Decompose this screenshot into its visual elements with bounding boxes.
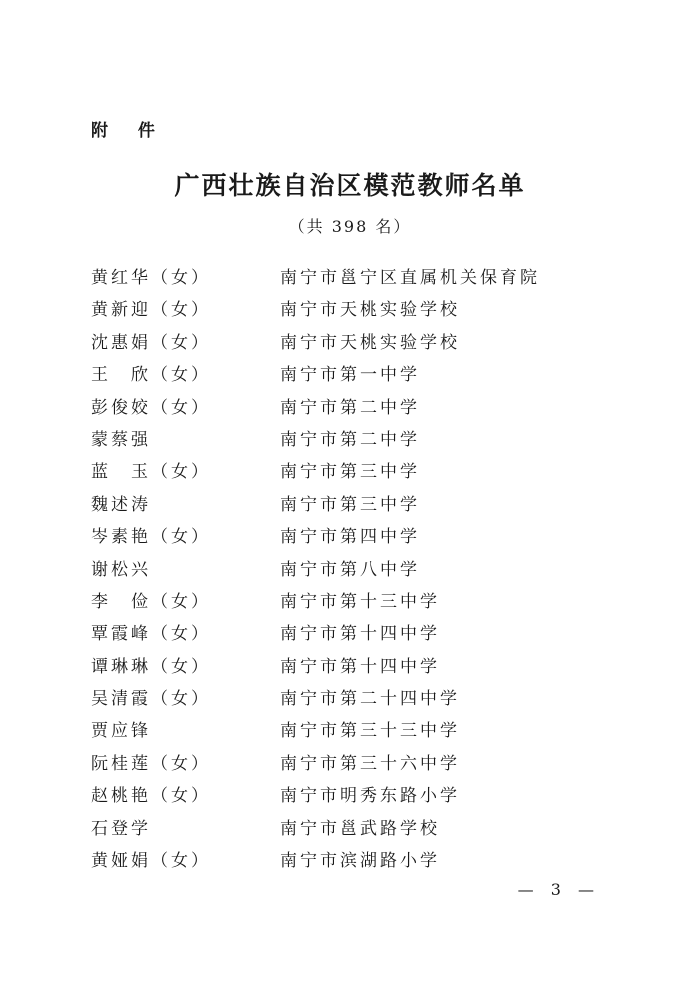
teacher-list: [0, 262, 700, 877]
teacher-name: 谢松兴: [91, 559, 151, 580]
teacher-organization: 南宁市第十四中学: [280, 624, 440, 645]
list-item: [0, 618, 700, 650]
list-item: [0, 813, 700, 845]
teacher-organization: 南宁市天桃实验学校: [280, 332, 460, 353]
teacher-name: 赵桃艳（女）: [91, 786, 211, 807]
teacher-organization: 南宁市天桃实验学校: [280, 300, 460, 321]
teacher-organization: 南宁市第三十三中学: [280, 721, 460, 742]
attachment-label: 附 件: [91, 121, 167, 141]
teacher-organization: 南宁市第三十六中学: [280, 753, 460, 774]
list-item: [0, 554, 700, 586]
teacher-name: 魏述涛: [91, 494, 151, 515]
list-item: [0, 748, 700, 780]
list-item: [0, 424, 700, 456]
teacher-name: 彭俊姣（女）: [91, 397, 211, 418]
teacher-name: 黄红华（女）: [91, 268, 211, 288]
document-subtitle: （共 398 名）: [288, 217, 412, 236]
teacher-organization: 南宁市第十四中学: [280, 656, 440, 677]
teacher-name: 阮桂莲（女）: [91, 753, 211, 774]
teacher-organization: 南宁市第二中学: [280, 397, 420, 418]
teacher-organization: 南宁市第四中学: [280, 527, 420, 548]
teacher-organization: 南宁市第三中学: [280, 462, 420, 483]
teacher-name: 吴清霞（女）: [91, 689, 211, 710]
teacher-name: 沈惠娟（女）: [91, 332, 211, 353]
teacher-organization: 南宁市第二十四中学: [280, 689, 460, 710]
list-item: [0, 845, 700, 877]
list-item: [0, 521, 700, 553]
teacher-organization: 南宁市邕武路学校: [280, 818, 440, 839]
teacher-organization: 南宁市第二中学: [280, 429, 420, 450]
teacher-name: 石登学: [91, 818, 151, 839]
list-item: [0, 780, 700, 812]
list-item: [0, 456, 700, 488]
teacher-organization: 南宁市第十三中学: [280, 591, 440, 612]
document-title: 广西壮族自治区模范教师名单: [174, 171, 526, 200]
teacher-name: 蒙蔡强: [91, 429, 151, 450]
list-item: [0, 327, 700, 359]
list-item: [0, 715, 700, 747]
teacher-organization: 南宁市滨湖路小学: [280, 851, 440, 872]
teacher-name: 覃霞峰（女）: [91, 624, 211, 645]
list-item: [0, 392, 700, 424]
teacher-name: 黄新迎（女）: [91, 300, 211, 321]
teacher-organization: 南宁市明秀东路小学: [280, 786, 460, 807]
teacher-organization: 南宁市邕宁区直属机关保育院: [280, 268, 540, 288]
teacher-organization: 南宁市第三中学: [280, 494, 420, 515]
teacher-organization: 南宁市第一中学: [280, 365, 420, 386]
teacher-organization: 南宁市第八中学: [280, 559, 420, 580]
list-item: [0, 586, 700, 618]
teacher-name: 王 欣（女）: [91, 365, 211, 386]
teacher-name: 黄娅娟（女）: [91, 851, 211, 872]
teacher-name: 蓝 玉（女）: [91, 462, 211, 483]
list-item: [0, 262, 700, 294]
list-item: [0, 651, 700, 683]
teacher-name: 岑素艳（女）: [91, 527, 211, 548]
list-item: [0, 683, 700, 715]
page-number: — 3 —: [517, 880, 600, 899]
teacher-name: 贾应锋: [91, 721, 151, 742]
list-item: [0, 294, 700, 326]
list-item: [0, 359, 700, 391]
list-item: [0, 489, 700, 521]
teacher-name: 李 俭（女）: [91, 591, 211, 612]
teacher-name: 谭琳琳（女）: [91, 656, 211, 677]
